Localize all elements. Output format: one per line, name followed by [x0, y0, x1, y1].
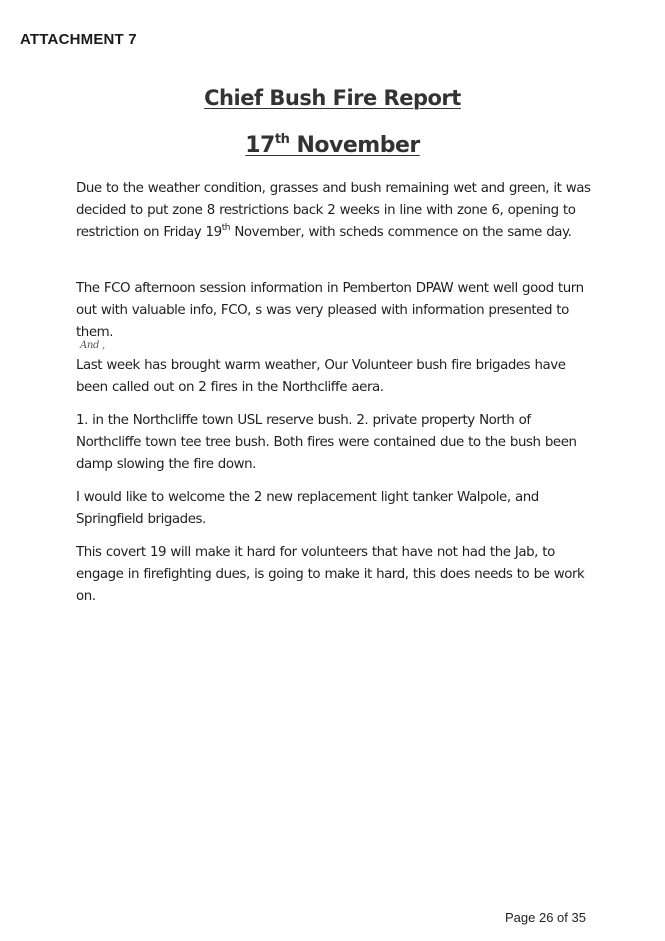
paragraph-welcome-tankers-text: I would like to welcome the 2 new replacement light tanker Walpole, and Springfield brigades. [76, 490, 539, 527]
paragraph-fires-details [76, 410, 596, 476]
attachment-label: ATTACHMENT 7 [20, 31, 137, 48]
paragraph-covid [76, 542, 596, 608]
paragraph-restrictions-sup: th [221, 223, 231, 233]
report-title: Chief Bush Fire Report [204, 86, 461, 110]
paragraph-fco-session-text: The FCO afternoon session information in Pemberton DPAW went well good turn out with valuable info, FCO, s was very pleased with information presented to them. [76, 281, 584, 340]
page-number: Page 26 of 35 [505, 910, 586, 925]
date-day: 17 [245, 133, 275, 158]
paragraph-warm-weather-text: Last week has brought warm weather, Our Volunteer bush fire brigades have been called out on 2 fires in the Northcliffe aera. [76, 358, 566, 395]
date-month: November [296, 133, 420, 158]
paragraph-welcome-tankers [76, 487, 596, 531]
paragraph-restrictions [76, 178, 596, 244]
paragraph-warm-weather [76, 355, 596, 399]
paragraph-restrictions-text-a: Due to the weather condition, grasses and bush remaining wet and green, it was decided to put zone 8 restrictions back 2 weeks in line with zone 6, opening to restriction on Friday 19 [76, 181, 591, 240]
handwritten-annotation: And , [80, 340, 105, 351]
paragraph-fco-session [76, 278, 596, 344]
report-date [0, 133, 665, 158]
paragraph-restrictions-text-b: November, with scheds commence on the same day. [230, 225, 572, 240]
paragraph-covid-text: This covert 19 will make it hard for volunteers that have not had the Jab, to engage in firefighting dues, is going to make it hard, this does needs to be work on. [76, 545, 585, 604]
date-suffix: th [274, 132, 290, 147]
paragraph-fires-details-text: 1. in the Northcliffe town USL reserve bush. 2. private property North of Northcliffe town tee tree bush. Both fires were contained due to the bush been damp slowing the fire down. [76, 413, 577, 472]
